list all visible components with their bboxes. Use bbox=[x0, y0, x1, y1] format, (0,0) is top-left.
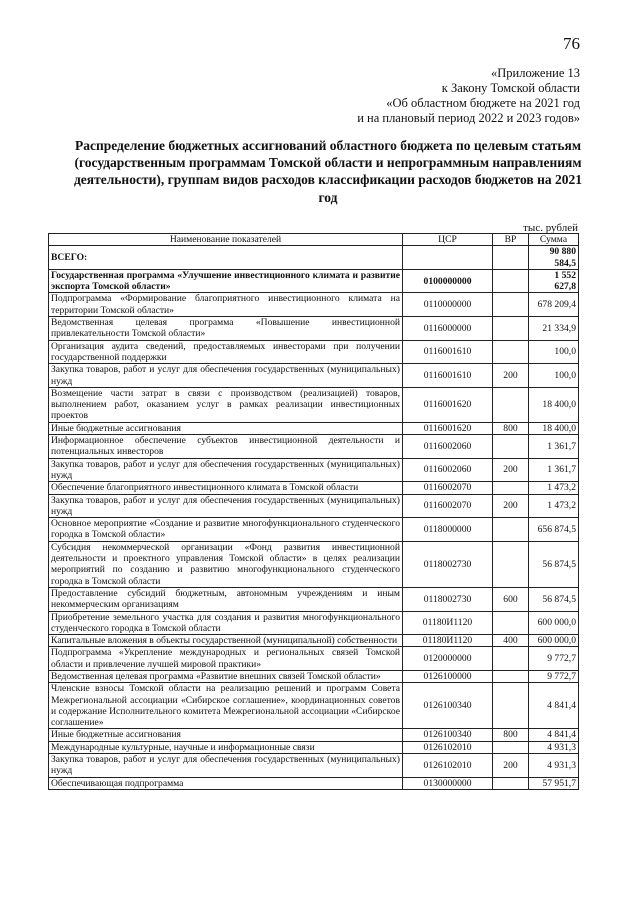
row-vr-cell bbox=[493, 518, 529, 542]
table-body bbox=[49, 246, 579, 790]
row-code-cell: 0120000000 bbox=[403, 647, 493, 671]
page-number: 76 bbox=[563, 34, 580, 53]
row-sum-cell: 90 880 584,5 bbox=[529, 246, 579, 270]
row-code-cell: 0100000000 bbox=[403, 269, 493, 293]
row-code-cell: 0116002070 bbox=[403, 494, 493, 518]
row-name-cell: Закупка товаров, работ и услуг для обеспечения государственных (муниципальных) нужд bbox=[49, 458, 403, 482]
table-row bbox=[49, 683, 579, 729]
row-name-cell: Подпрограмма «Укрепление международных и региональных связей Томской области и привлечение лучшей мировой практики» bbox=[49, 647, 403, 671]
row-code-cell: 0116002060 bbox=[403, 435, 493, 459]
row-sum-cell: 56 874,5 bbox=[529, 541, 579, 587]
row-sum-cell: 18 400,0 bbox=[529, 422, 579, 434]
row-sum-cell: 1 361,7 bbox=[529, 435, 579, 459]
row-code-cell: 0126102010 bbox=[403, 741, 493, 753]
appendix-line-2: к Закону Томской области bbox=[441, 81, 580, 95]
row-vr-cell bbox=[493, 387, 529, 422]
row-code-cell: 0116001610 bbox=[403, 364, 493, 388]
appendix-header bbox=[357, 66, 580, 126]
row-name-cell: Информационное обеспечение субъектов инвестиционной деятельности и потенциальных инвесторов bbox=[49, 435, 403, 459]
row-sum-cell: 4 931,3 bbox=[529, 741, 579, 753]
row-code-cell: 0116000000 bbox=[403, 317, 493, 341]
row-code-cell: 0126100340 bbox=[403, 683, 493, 729]
row-sum-cell: 600 000,0 bbox=[529, 611, 579, 635]
row-sum-cell: 1 361,7 bbox=[529, 458, 579, 482]
row-name-cell: Иные бюджетные ассигнования bbox=[49, 422, 403, 434]
row-name-cell: Ведомственная целевая программа «Развитие внешних связей Томской области» bbox=[49, 670, 403, 682]
row-code-cell: 0126100000 bbox=[403, 670, 493, 682]
appendix-line-1: «Приложение 13 bbox=[491, 66, 580, 80]
row-name-cell: Возмещение части затрат в связи с производством (реализацией) товаров, выполнением работ, оказанием услуг в рамках реализации инвестиционных проектов bbox=[49, 387, 403, 422]
units-label: тыс. рублей bbox=[523, 222, 578, 234]
row-name-cell: Закупка товаров, работ и услуг для обеспечения государственных (муниципальных) нужд bbox=[49, 364, 403, 388]
row-code-cell: 0130000000 bbox=[403, 777, 493, 789]
row-name-cell: Международные культурные, научные и информационные связи bbox=[49, 741, 403, 753]
row-name-cell: Ведомственная целевая программа «Повышение инвестиционной привлекательности Томской области» bbox=[49, 317, 403, 341]
row-sum-cell: 9 772,7 bbox=[529, 670, 579, 682]
row-sum-cell: 4 931,3 bbox=[529, 754, 579, 778]
row-code-cell bbox=[403, 246, 493, 270]
appendix-line-3: «Об областном бюджете на 2021 год bbox=[386, 96, 580, 110]
table-row bbox=[49, 458, 579, 482]
row-vr-cell: 800 bbox=[493, 729, 529, 741]
budget-table bbox=[48, 233, 579, 790]
row-name-cell: Членские взносы Томской области на реализацию решений и программ Совета Межрегиональной ассоциации «Сибирское соглашение», координационных советов и содержание Исполнительного комитета Межрегиональной ассоциации «Сибирское соглашение» bbox=[49, 683, 403, 729]
table-row bbox=[49, 611, 579, 635]
row-vr-cell bbox=[493, 269, 529, 293]
header-name: Наименование показателей bbox=[49, 234, 403, 246]
row-code-cell: 0126100340 bbox=[403, 729, 493, 741]
table-row bbox=[49, 754, 579, 778]
row-vr-cell: 200 bbox=[493, 494, 529, 518]
row-vr-cell bbox=[493, 611, 529, 635]
row-vr-cell bbox=[493, 435, 529, 459]
row-code-cell: 0118002730 bbox=[403, 587, 493, 611]
table-row bbox=[49, 647, 579, 671]
row-vr-cell: 400 bbox=[493, 635, 529, 647]
row-sum-cell: 56 874,5 bbox=[529, 587, 579, 611]
row-vr-cell bbox=[493, 317, 529, 341]
row-name-cell: Обеспечивающая подпрограмма bbox=[49, 777, 403, 789]
appendix-line-4: и на плановый период 2022 и 2023 годов» bbox=[357, 111, 580, 125]
row-name-cell: Предоставление субсидий бюджетным, автономным учреждениям и иным некоммерческим организациям bbox=[49, 587, 403, 611]
row-code-cell: 0118002730 bbox=[403, 541, 493, 587]
table-row bbox=[49, 422, 579, 434]
table-row bbox=[49, 635, 579, 647]
table-row bbox=[49, 340, 579, 364]
row-name-cell: Основное мероприятие «Создание и развитие многофункционального студенческого городка в Томской области» bbox=[49, 518, 403, 542]
row-vr-cell: 600 bbox=[493, 587, 529, 611]
row-sum-cell: 18 400,0 bbox=[529, 387, 579, 422]
row-vr-cell bbox=[493, 482, 529, 494]
row-sum-cell: 100,0 bbox=[529, 340, 579, 364]
row-sum-cell: 1 473,2 bbox=[529, 482, 579, 494]
row-vr-cell bbox=[493, 670, 529, 682]
row-vr-cell bbox=[493, 683, 529, 729]
row-code-cell: 0110000000 bbox=[403, 293, 493, 317]
row-sum-cell: 678 209,4 bbox=[529, 293, 579, 317]
row-vr-cell: 200 bbox=[493, 364, 529, 388]
row-vr-cell bbox=[493, 340, 529, 364]
table-row bbox=[49, 741, 579, 753]
table-row bbox=[49, 482, 579, 494]
row-code-cell: 0116002070 bbox=[403, 482, 493, 494]
table-row bbox=[49, 293, 579, 317]
table-header-row bbox=[49, 234, 579, 246]
document-title: Распределение бюджетных ассигнований областного бюджета по целевым статьям (государственным программам Томской области и непрограммным направлениям деятельности), группам видов расходов классификации расходов бюджетов на 2021 год bbox=[73, 138, 583, 205]
row-name-cell: Государственная программа «Улучшение инвестиционного климата и развитие экспорта Томской области» bbox=[49, 269, 403, 293]
row-name-cell: ВСЕГО: bbox=[49, 246, 403, 270]
row-vr-cell: 800 bbox=[493, 422, 529, 434]
row-sum-cell: 57 951,7 bbox=[529, 777, 579, 789]
table-row bbox=[49, 387, 579, 422]
table-row bbox=[49, 246, 579, 270]
row-vr-cell bbox=[493, 293, 529, 317]
table-row bbox=[49, 317, 579, 341]
row-vr-cell bbox=[493, 741, 529, 753]
row-vr-cell: 200 bbox=[493, 754, 529, 778]
row-code-cell: 0116001620 bbox=[403, 422, 493, 434]
row-code-cell: 0118000000 bbox=[403, 518, 493, 542]
table-row bbox=[49, 541, 579, 587]
row-code-cell: 0116001610 bbox=[403, 340, 493, 364]
header-code: ЦСР bbox=[403, 234, 493, 246]
row-sum-cell: 1 552 627,8 bbox=[529, 269, 579, 293]
row-name-cell: Субсидия некоммерческой организации «Фонд развития инвестиционной деятельности и проектного управления Томской области» в целях реализации мероприятий по созданию и развитию многофункционального студенческого городка в Томской области bbox=[49, 541, 403, 587]
table-row bbox=[49, 777, 579, 789]
row-vr-cell bbox=[493, 246, 529, 270]
table-row bbox=[49, 518, 579, 542]
row-vr-cell: 200 bbox=[493, 458, 529, 482]
header-sum: Сумма bbox=[529, 234, 579, 246]
row-sum-cell: 4 841,4 bbox=[529, 683, 579, 729]
table-row bbox=[49, 670, 579, 682]
row-name-cell: Иные бюджетные ассигнования bbox=[49, 729, 403, 741]
row-vr-cell bbox=[493, 541, 529, 587]
row-sum-cell: 9 772,7 bbox=[529, 647, 579, 671]
row-name-cell: Закупка товаров, работ и услуг для обеспечения государственных (муниципальных) нужд bbox=[49, 754, 403, 778]
row-name-cell: Приобретение земельного участка для создания и развития многофункционального студенческого городка в Томской области bbox=[49, 611, 403, 635]
row-sum-cell: 600 000,0 bbox=[529, 635, 579, 647]
table-row bbox=[49, 364, 579, 388]
row-name-cell: Капитальные вложения в объекты государственной (муниципальной) собственности bbox=[49, 635, 403, 647]
row-sum-cell: 100,0 bbox=[529, 364, 579, 388]
row-code-cell: 0126102010 bbox=[403, 754, 493, 778]
row-name-cell: Обеспечение благоприятного инвестиционного климата в Томской области bbox=[49, 482, 403, 494]
row-sum-cell: 656 874,5 bbox=[529, 518, 579, 542]
row-name-cell: Закупка товаров, работ и услуг для обеспечения государственных (муниципальных) нужд bbox=[49, 494, 403, 518]
table-row bbox=[49, 587, 579, 611]
row-code-cell: 01180И1120 bbox=[403, 635, 493, 647]
row-vr-cell bbox=[493, 647, 529, 671]
table-row bbox=[49, 269, 579, 293]
row-sum-cell: 21 334,9 bbox=[529, 317, 579, 341]
row-code-cell: 0116002060 bbox=[403, 458, 493, 482]
table-row bbox=[49, 435, 579, 459]
row-code-cell: 01180И1120 bbox=[403, 611, 493, 635]
header-vr: ВР bbox=[493, 234, 529, 246]
row-name-cell: Организация аудита сведений, предоставляемых инвесторами при получении государственной поддержки bbox=[49, 340, 403, 364]
table-row bbox=[49, 494, 579, 518]
row-code-cell: 0116001620 bbox=[403, 387, 493, 422]
row-sum-cell: 1 473,2 bbox=[529, 494, 579, 518]
table-row bbox=[49, 729, 579, 741]
row-name-cell: Подпрограмма «Формирование благоприятного инвестиционного климата на территории Томской области» bbox=[49, 293, 403, 317]
row-sum-cell: 4 841,4 bbox=[529, 729, 579, 741]
row-vr-cell bbox=[493, 777, 529, 789]
